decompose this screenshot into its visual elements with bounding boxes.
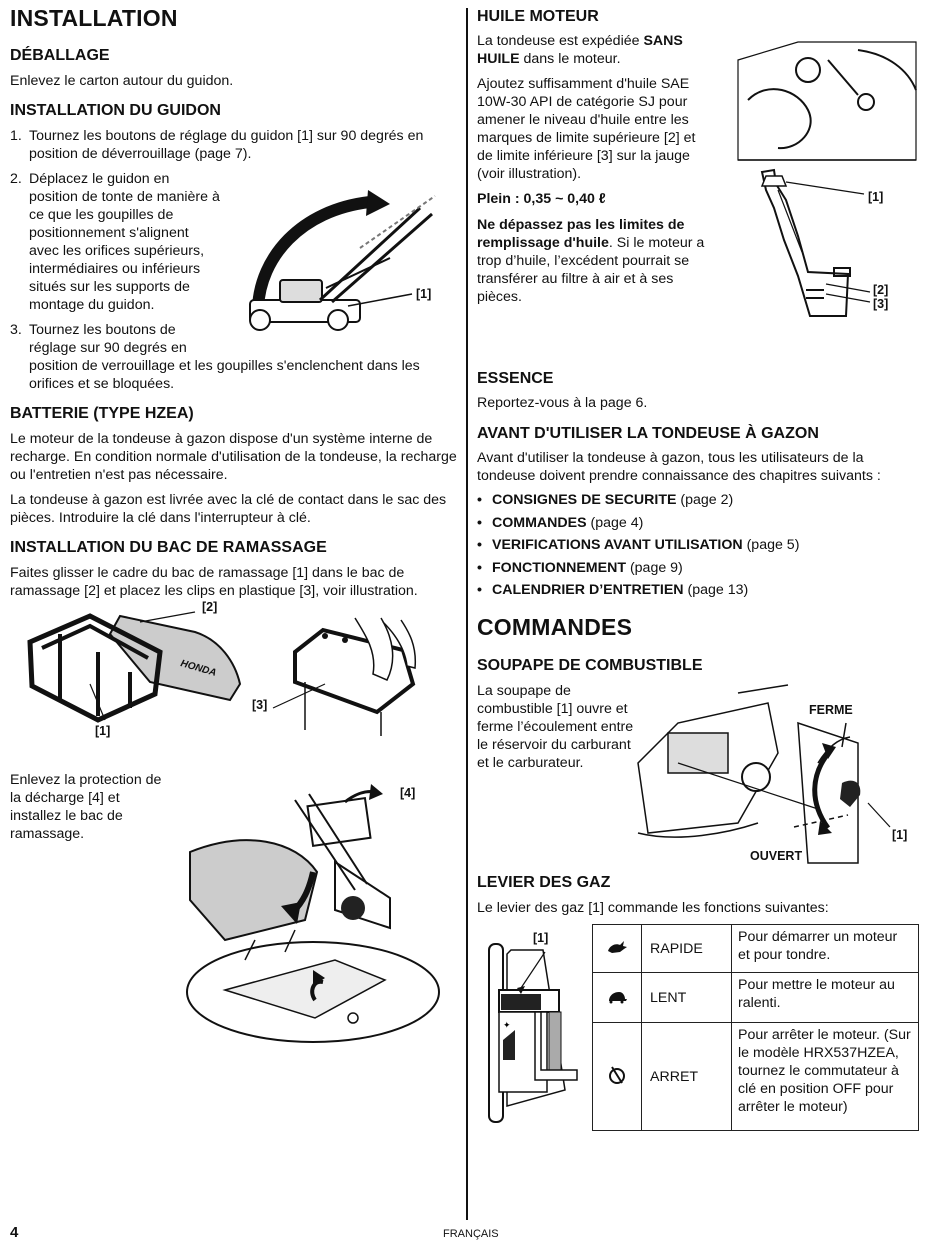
required-reading-list — [477, 491, 922, 604]
lever-rabbit-glyph: ✦ — [503, 1021, 511, 1031]
oil-add-text: Ajoutez suffisamment d'huile SAE 10W-30 API de catégorie SJ pour amener le niveau d'huile entre les marques de limite supérieure [2] et de limite inférieure [3] sur la jauge (voir illustration). — [477, 76, 696, 182]
oil-capacity: Plein : 0,35 ~ 0,40 ℓ — [477, 191, 606, 207]
bag-clip-illustration — [285, 612, 435, 737]
bag-brand-text: HONDA — [179, 658, 218, 679]
bag-callout-1: [1] — [95, 724, 111, 738]
oil-shipping-text: La tondeuse est expédiée SANS HUILE dans le moteur. — [477, 33, 683, 67]
oil-callout-3: [3] — [873, 297, 889, 311]
heading-fuel: ESSENCE — [477, 370, 554, 387]
handlebar-step-3: 3. Tournez les boutons de réglage sur 90 degrés en position de verrouillage et les goupilles s'enclenchent dans les orifices et se bloquées. — [10, 322, 420, 392]
list-item: • VERIFICATIONS AVANT UTILISATION (page 5) — [477, 536, 922, 554]
handlebar-illustration — [240, 188, 465, 333]
bag-install-illustration — [185, 780, 460, 1045]
handlebar-callout-1: [1] — [416, 287, 432, 301]
heading-grass-bag: INSTALLATION DU BAC DE RAMASSAGE — [10, 539, 327, 556]
throttle-callout-1: [1] — [533, 931, 549, 945]
heading-unpacking: DÉBALLAGE — [10, 47, 110, 64]
fuel-valve-open-label: OUVERT — [750, 849, 803, 863]
battery-text-2: La tondeuse à gazon est livrée avec la clé de contact dans le sac des pièces. Introduire la clé dans l'interrupteur à clé. — [10, 492, 447, 526]
throttle-table — [592, 924, 919, 1131]
heading-fuel-valve: SOUPAPE DE COMBUSTIBLE — [477, 657, 703, 674]
bag-callout-2: [2] — [202, 600, 218, 614]
handlebar-step-1: 1. Tournez les boutons de réglage du guidon [1] sur 90 degrés en position de déverrouillage (page 7). — [10, 128, 424, 162]
list-item: • FONCTIONNEMENT (page 9) — [477, 559, 922, 577]
heading-battery: BATTERIE (TYPE HZEA) — [10, 405, 194, 422]
list-item: • COMMANDES (page 4) — [477, 514, 922, 532]
oil-warning-text: Ne dépassez pas les limites de remplissage d'huile. Si le moteur a trop d’huile, l’excédent pourrait se transférer au filtre à air et à ses pièces. — [477, 217, 705, 305]
list-item: • CONSIGNES DE SECURITE (page 2) — [477, 491, 922, 509]
fuel-valve-illustration — [638, 683, 920, 868]
heading-handlebar: INSTALLATION DU GUIDON — [10, 102, 221, 119]
before-use-text: Avant d'utiliser la tondeuse à gazon, tous les utilisateurs de la tondeuse doivent prendre connaissance des chapitres suivants : — [477, 450, 881, 484]
chute-text: Enlevez la protection de la décharge [4] et installez le bac de ramassage. — [10, 772, 162, 842]
fuel-valve-closed-label: FERME — [809, 703, 853, 717]
handlebar-step-2: 2. Déplacez le guidon en position de tonte de manière à ce que les goupilles de positionnement s'alignent avec les orifices supérieurs, intermédiaires ou inférieurs situés sur les supports de montage du guidon. — [10, 171, 220, 313]
section-title-installation: INSTALLATION — [10, 5, 178, 31]
table-row: ARRET Pour arrêter le moteur. (Sur le modèle HRX537HZEA, tournez le commutateur à clé en position OFF pour arrêter le moteur) — [593, 1023, 919, 1131]
section-title-controls: COMMANDES — [477, 614, 633, 640]
dipstick-illustration — [738, 40, 918, 325]
list-item: • CALENDRIER D’ENTRETIEN (page 13) — [477, 581, 922, 599]
heading-throttle: LEVIER DES GAZ — [477, 874, 611, 891]
oil-callout-1: [1] — [868, 190, 884, 204]
table-row: LENT Pour mettre le moteur au ralenti. — [593, 973, 919, 1023]
throttle-lever-illustration — [485, 930, 585, 1125]
grass-bag-text: Faites glisser le cadre du bac de ramassage [1] dans le bac de ramassage [2] et placez les clips en plastique [3], voir illustration. — [10, 565, 418, 599]
heading-engine-oil: HUILE MOTEUR — [477, 8, 599, 25]
throttle-text: Le levier des gaz [1] commande les fonctions suivantes: — [477, 900, 829, 916]
fuel-valve-callout-1: [1] — [892, 828, 908, 842]
column-divider — [466, 8, 468, 1220]
rabbit-icon — [593, 925, 642, 973]
stop-icon — [593, 1023, 642, 1131]
battery-text-1: Le moteur de la tondeuse à gazon dispose d'un système interne de recharge. En condition normale d'utilisation de la tondeuse, la recharge ou l'entretien n'est pas nécessaire. — [10, 431, 457, 483]
page-number: 4 — [10, 1224, 19, 1241]
heading-before-use: AVANT D'UTILISER LA TONDEUSE À GAZON — [477, 425, 819, 442]
bag-callout-3: [3] — [252, 698, 268, 712]
fuel-valve-text: La soupape de combustible [1] ouvre et ferme l’écoulement entre le réservoir du carburant et le carburateur. — [477, 683, 634, 771]
unpacking-text: Enlevez le carton autour du guidon. — [10, 73, 234, 89]
footer-language: FRANÇAIS — [443, 1228, 499, 1240]
oil-callout-2: [2] — [873, 283, 889, 297]
chute-callout-4: [4] — [400, 786, 416, 800]
fuel-text: Reportez-vous à la page 6. — [477, 395, 648, 411]
table-row: RAPIDE Pour démarrer un moteur et pour tondre. — [593, 925, 919, 973]
turtle-icon — [593, 973, 642, 1023]
